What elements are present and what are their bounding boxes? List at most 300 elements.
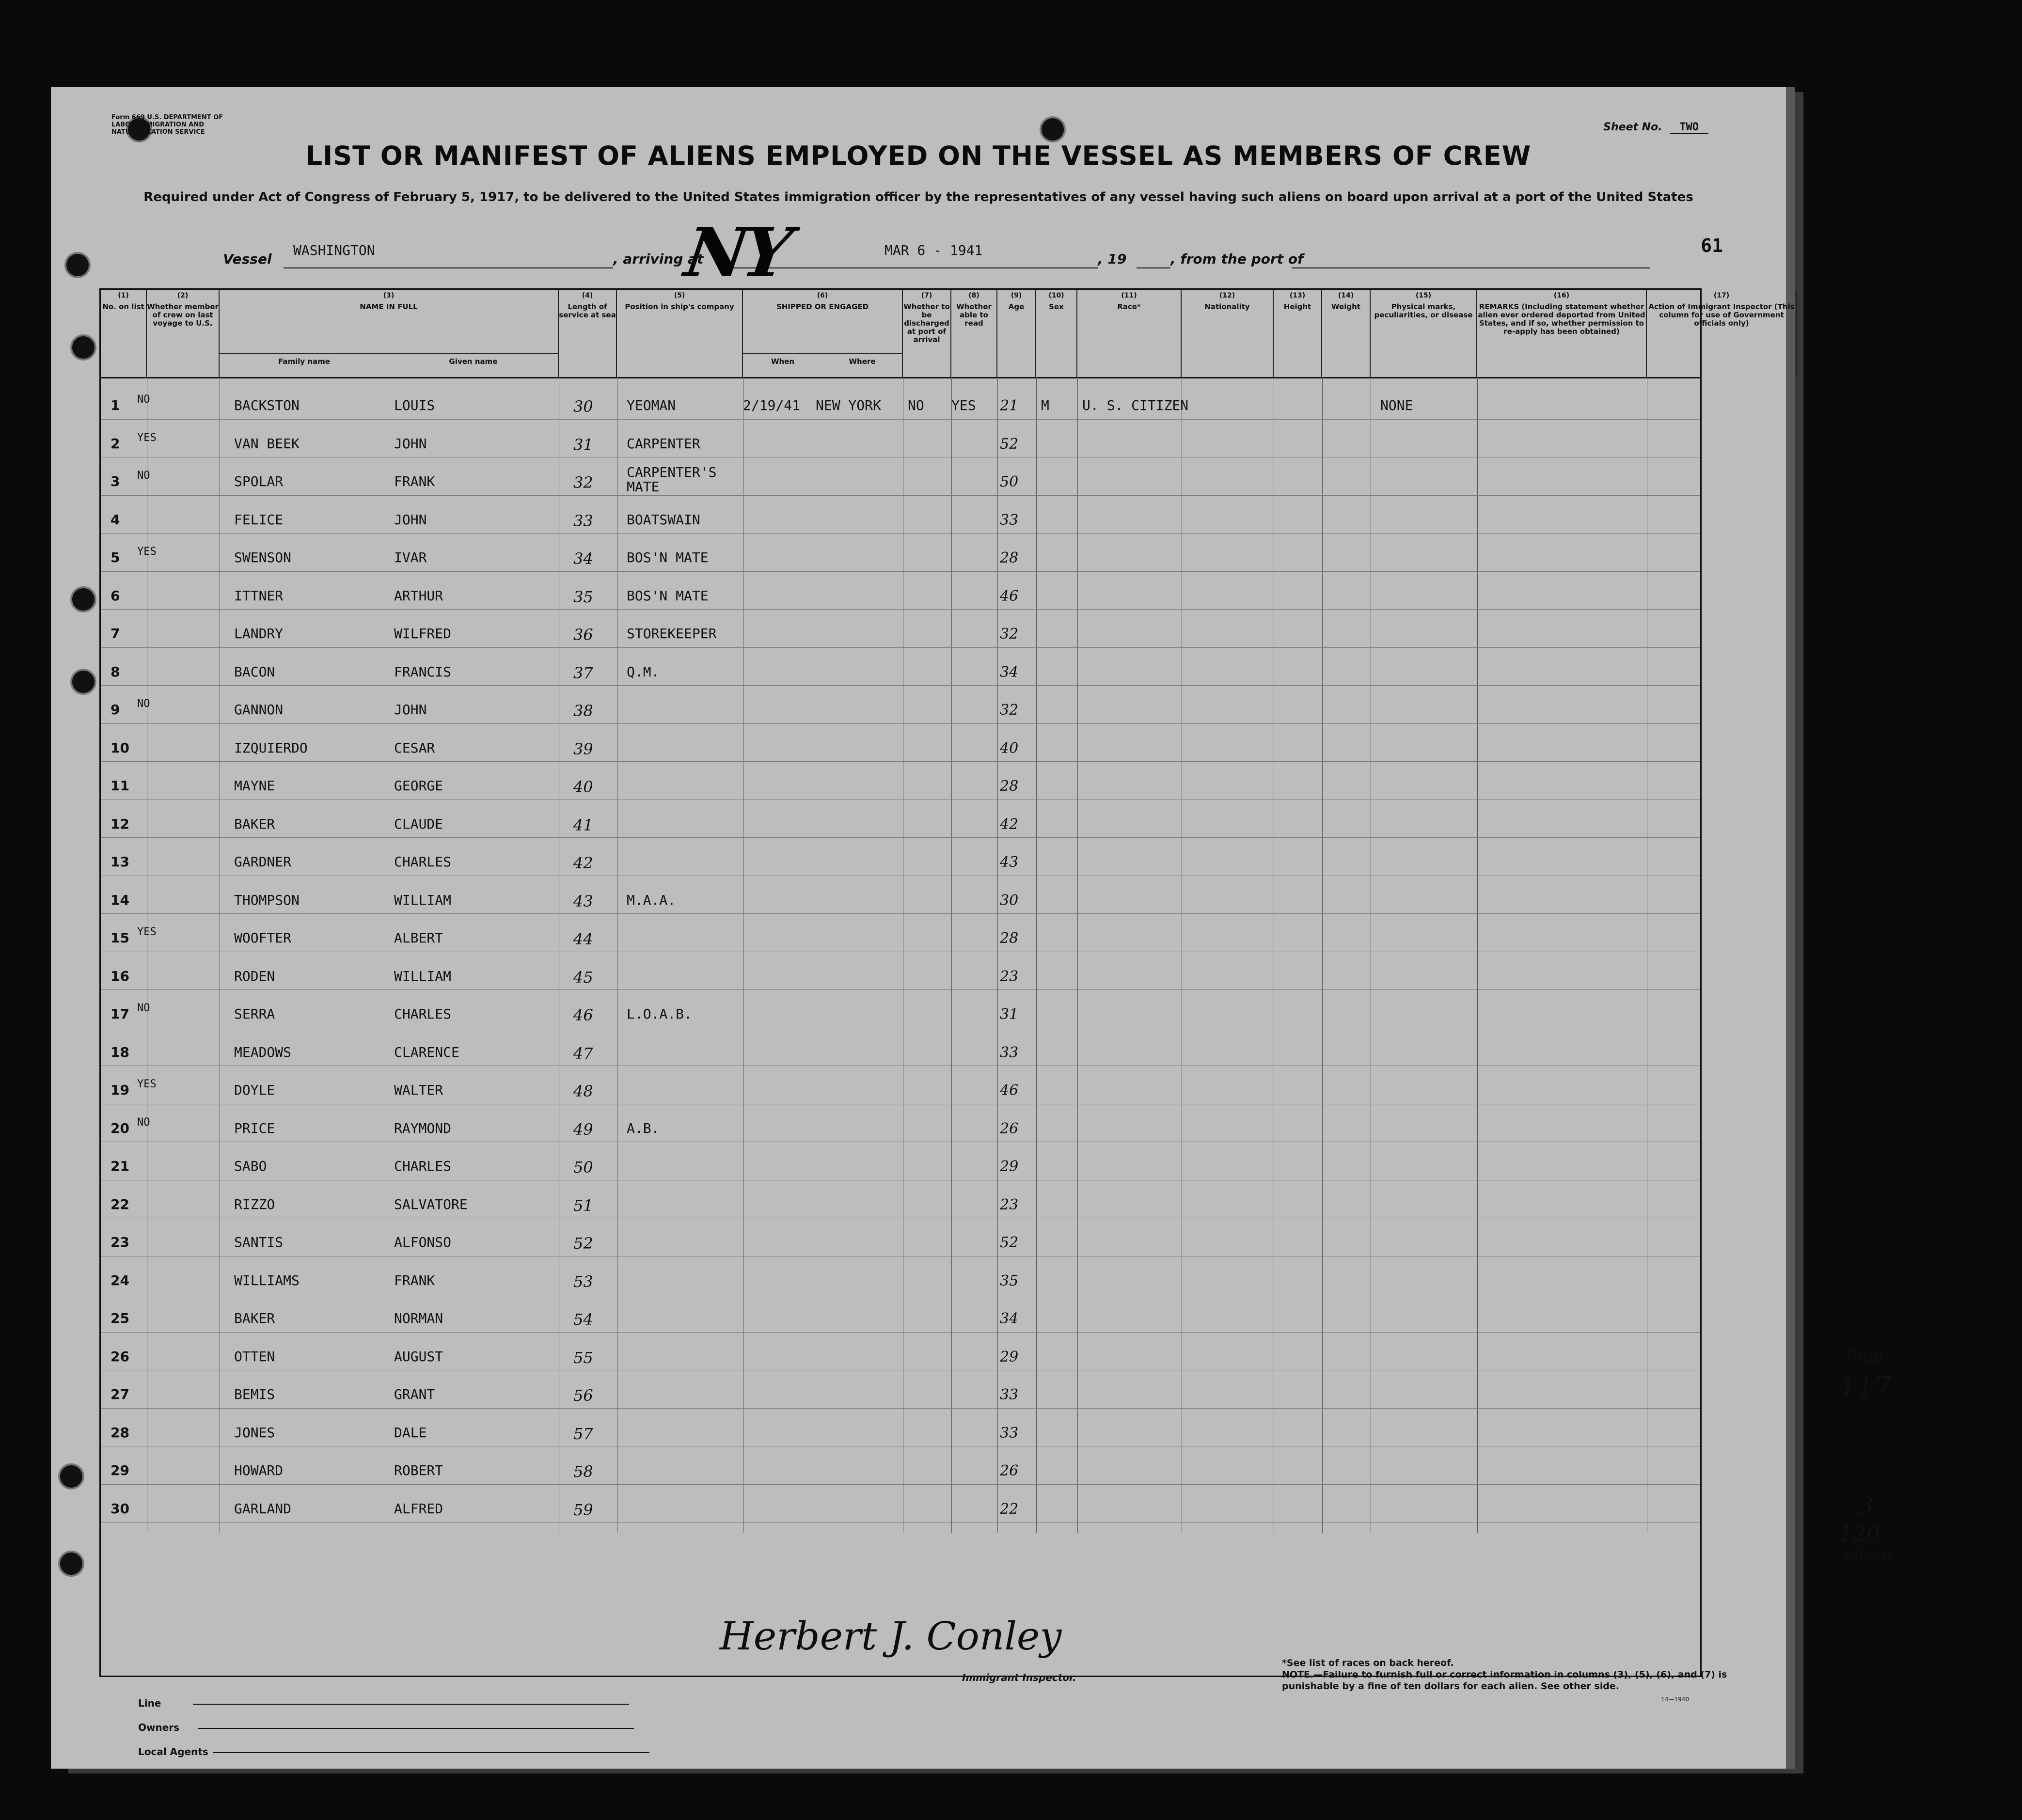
cell-prev: YES (137, 1078, 157, 1090)
cell-n: 16 (111, 968, 129, 984)
cell-svc: 56 (573, 1386, 593, 1405)
table-row (101, 685, 1700, 686)
cell-sex: M (1041, 397, 1049, 413)
column-header (147, 290, 220, 377)
cell-svc: 44 (573, 930, 593, 948)
cell-n: 15 (111, 930, 129, 946)
cell-age: 29 (1000, 1348, 1019, 1365)
line-underline (193, 1704, 629, 1705)
column-divider (1322, 377, 1323, 1533)
cell-marks: NONE (1380, 397, 1413, 413)
column-header (617, 290, 743, 377)
arrival-date: MAR 6 - 1941 (885, 242, 983, 258)
cell-n: 29 (111, 1462, 129, 1478)
column-header (743, 290, 903, 377)
cell-n: 18 (111, 1044, 129, 1060)
table-row (101, 609, 1700, 610)
margin-mark-3: 3 (1859, 1492, 1874, 1520)
cell-family: GARDNER (234, 854, 292, 870)
column-header (1647, 290, 1797, 377)
cell-family: SWENSON (234, 549, 292, 565)
cell-svc: 31 (573, 435, 593, 454)
cell-family: SERRA (234, 1006, 275, 1022)
vessel-name: WASHINGTON (293, 242, 375, 258)
cell-n: 12 (111, 816, 129, 832)
column-header (1182, 290, 1274, 377)
cell-prev: NO (137, 1116, 150, 1129)
cell-given: IVAR (394, 549, 427, 565)
line-field (138, 1691, 649, 1715)
cell-where: NEW YORK (816, 397, 881, 413)
cell-svc: 33 (573, 511, 593, 530)
cell-family: DOYLE (234, 1082, 275, 1098)
cell-svc: 39 (573, 739, 593, 758)
margin-alien-note: (alien) (1844, 1546, 1892, 1563)
cell-family: THOMPSON (234, 892, 300, 908)
column-sublabel: Given name (449, 357, 498, 366)
column-number: (11) (1121, 292, 1137, 299)
cell-given: LOUIS (394, 397, 435, 413)
cell-given: WALTER (394, 1082, 443, 1098)
sheet-number-value: TWO (1670, 121, 1708, 134)
cell-pos: L.O.A.B. (627, 1006, 692, 1022)
cell-given: ALFRED (394, 1500, 443, 1517)
column-header (997, 290, 1036, 377)
cell-pos: Q.M. (627, 663, 660, 680)
cell-svc: 32 (573, 473, 593, 492)
cell-given: FRANCIS (394, 663, 452, 680)
column-sublabel: Where (849, 357, 876, 366)
column-number: (1) (118, 292, 129, 299)
penalty-note: NOTE.—Failure to furnish full or correct information in columns (3), (5), (6), and (7) is punishable by a fine of ten dollars for each alien. See other side. (1282, 1669, 1727, 1692)
cell-age: 33 (1000, 1424, 1019, 1442)
binder-hole (58, 1463, 84, 1490)
cell-given: ALFONSO (394, 1234, 452, 1250)
cell-n: 23 (111, 1234, 129, 1250)
cell-svc: 40 (573, 778, 593, 796)
cell-svc: 37 (573, 663, 593, 682)
column-label: Height (1283, 302, 1311, 311)
cell-n: 13 (111, 854, 129, 870)
cell-given: WILFRED (394, 626, 452, 642)
cell-svc: 47 (573, 1044, 593, 1063)
cell-svc: 57 (573, 1424, 593, 1443)
cell-family: BACKSTON (234, 397, 300, 413)
table-row (101, 837, 1700, 838)
cell-given: RAYMOND (394, 1120, 452, 1136)
cell-svc: 30 (573, 397, 593, 416)
cell-svc: 34 (573, 549, 593, 568)
cell-prev: YES (137, 546, 157, 558)
column-number: (17) (1713, 292, 1730, 299)
table-row (101, 1484, 1700, 1485)
cell-given: ARTHUR (394, 587, 443, 604)
cell-family: MAYNE (234, 778, 275, 794)
cell-given: ROBERT (394, 1462, 443, 1478)
cell-age: 46 (1000, 587, 1019, 605)
column-label: NAME IN FULL (360, 302, 418, 311)
year-label: , 19 (1098, 251, 1127, 267)
table-row (101, 647, 1700, 648)
margin-total-value: 117 (1839, 1371, 1891, 1403)
cell-given: WILLIAM (394, 968, 452, 984)
cell-age: 40 (1000, 739, 1019, 757)
cell-given: JOHN (394, 702, 427, 718)
cell-svc: 46 (573, 1006, 593, 1024)
cell-given: JOHN (394, 435, 427, 452)
cell-age: 21 (1000, 397, 1019, 414)
cell-family: SPOLAR (234, 473, 284, 489)
vessel-line (51, 233, 1786, 271)
table-row (101, 913, 1700, 914)
cell-n: 3 (111, 473, 120, 489)
binder-hole (58, 1551, 84, 1577)
sheet-number (1599, 121, 1708, 133)
races-note: *See list of races on back hereof. (1282, 1658, 1454, 1668)
cell-age: 23 (1000, 968, 1019, 985)
owners-field (138, 1715, 649, 1740)
cell-n: 7 (111, 626, 120, 642)
cell-given: CHARLES (394, 1158, 452, 1174)
cell-when: 2/19/41 (743, 397, 801, 413)
cell-age: 22 (1000, 1500, 1019, 1518)
column-label: No. on list (102, 302, 144, 311)
column-header (559, 290, 617, 377)
cell-age: 46 (1000, 1082, 1019, 1099)
page-title: LIST OR MANIFEST OF ALIENS EMPLOYED ON THE VESSEL AS MEMBERS OF CREW (305, 141, 1532, 171)
cell-family: OTTEN (234, 1348, 275, 1365)
arriving-label: , arriving at (613, 251, 704, 267)
column-label: Length of service at sea (559, 302, 616, 319)
cell-n: 8 (111, 663, 120, 680)
cell-age: 26 (1000, 1120, 1019, 1137)
cell-family: GANNON (234, 702, 284, 718)
from-port-label: , from the port of (1170, 251, 1304, 267)
column-number: (14) (1338, 292, 1354, 299)
column-number: (7) (921, 292, 932, 299)
cell-prev: YES (137, 926, 157, 938)
cell-given: CHARLES (394, 854, 452, 870)
cell-given: NORMAN (394, 1310, 443, 1326)
column-header (1036, 290, 1077, 377)
cell-age: 50 (1000, 473, 1019, 490)
column-sublabel: Family name (278, 357, 330, 366)
cell-family: HOWARD (234, 1462, 284, 1478)
cell-n: 1 (111, 397, 120, 413)
cell-n: 10 (111, 739, 129, 756)
column-header (1371, 290, 1477, 377)
column-sublabel: When (771, 357, 795, 366)
vessel-underline (284, 267, 613, 268)
cell-n: 5 (111, 549, 120, 565)
cell-age: 43 (1000, 854, 1019, 871)
cell-n: 22 (111, 1196, 129, 1212)
column-label: Whether able to read (956, 302, 992, 328)
cell-svc: 51 (573, 1196, 593, 1215)
cell-family: SANTIS (234, 1234, 284, 1250)
binder-hole (70, 669, 96, 695)
cell-n: 4 (111, 511, 120, 528)
cell-family: GARLAND (234, 1500, 292, 1517)
cell-svc: 58 (573, 1462, 593, 1481)
cell-given: SALVATORE (394, 1196, 468, 1212)
column-number: (5) (674, 292, 685, 299)
table-row (101, 989, 1700, 990)
column-label: Age (1008, 302, 1025, 311)
cell-disch: NO (908, 397, 924, 413)
cell-family: LANDRY (234, 626, 284, 642)
cell-age: 26 (1000, 1462, 1019, 1479)
cell-family: BEMIS (234, 1386, 275, 1402)
binder-hole (70, 334, 96, 361)
column-label: Physical marks, peculiarities, or disease (1374, 302, 1473, 319)
cell-family: BAKER (234, 816, 275, 832)
cell-age: 34 (1000, 663, 1019, 681)
cell-given: CESAR (394, 739, 435, 756)
cell-age: 42 (1000, 816, 1019, 833)
column-number: (13) (1289, 292, 1306, 299)
cell-n: 14 (111, 892, 129, 908)
cell-pos: A.B. (627, 1120, 660, 1136)
cell-prev: NO (137, 393, 150, 406)
cell-svc: 43 (573, 892, 593, 910)
cell-family: VAN BEEK (234, 435, 300, 452)
line-label: Line (138, 1697, 161, 1709)
table-row (101, 419, 1700, 420)
cell-given: FRANK (394, 1272, 435, 1288)
margin-total-label: Total (1844, 1347, 1883, 1365)
manifest-sheet (51, 87, 1892, 1769)
binder-hole (1040, 116, 1066, 142)
column-header (1322, 290, 1371, 377)
sheet-number-label: Sheet No. (1603, 121, 1662, 133)
cell-prev: NO (137, 698, 150, 710)
header-rule (101, 377, 1700, 378)
cell-svc: 36 (573, 626, 593, 644)
cell-svc: 41 (573, 816, 593, 834)
cell-pos: STOREKEEPER (627, 626, 717, 642)
cell-pos: CARPENTER (627, 435, 700, 452)
cell-n: 9 (111, 702, 120, 718)
form-code: 14—1940 (1661, 1696, 1689, 1703)
cell-family: RIZZO (234, 1196, 275, 1212)
cell-family: JONES (234, 1424, 275, 1441)
column-label: Position in ship's company (625, 302, 734, 311)
page-subtitle: Required under Act of Congress of February 5, 1917, to be delivered to the United States immigration officer by the representatives of any vessel having such aliens on board upon arrival at a port of the United States (143, 190, 1693, 204)
binder-hole (70, 586, 96, 612)
cell-n: 26 (111, 1348, 129, 1365)
cell-pos: YEOMAN (627, 397, 676, 413)
vessel-label: Vessel (223, 251, 272, 267)
cell-svc: 45 (573, 968, 593, 987)
cell-given: ALBERT (394, 930, 443, 946)
cell-prev: YES (137, 431, 157, 444)
cell-given: FRANK (394, 473, 435, 489)
cell-age: 32 (1000, 702, 1019, 719)
column-label: Weight (1331, 302, 1360, 311)
cell-n: 11 (111, 778, 129, 794)
cell-given: GEORGE (394, 778, 443, 794)
cell-svc: 54 (573, 1310, 593, 1329)
column-number: (15) (1415, 292, 1432, 299)
column-number: (10) (1048, 292, 1064, 299)
cell-svc: 48 (573, 1082, 593, 1100)
footnote (1282, 1657, 1767, 1692)
column-label: Race* (1117, 302, 1141, 311)
cell-age: 23 (1000, 1196, 1019, 1213)
cell-svc: 50 (573, 1158, 593, 1177)
column-header (1274, 290, 1322, 377)
cell-n: 20 (111, 1120, 129, 1136)
column-number: (16) (1553, 292, 1570, 299)
cell-n: 17 (111, 1006, 129, 1022)
column-number: (2) (177, 292, 189, 299)
column-number: (6) (817, 292, 828, 299)
column-header (220, 290, 559, 377)
cell-n: 27 (111, 1386, 129, 1402)
cell-n: 19 (111, 1082, 129, 1098)
cell-svc: 55 (573, 1348, 593, 1367)
manifest-table (99, 288, 1795, 1677)
cell-family: WOOFTER (234, 930, 292, 946)
cell-n: 6 (111, 587, 120, 604)
cell-read: YES (951, 397, 976, 413)
cell-age: 35 (1000, 1272, 1019, 1289)
cell-given: GRANT (394, 1386, 435, 1402)
cell-prev: NO (137, 1002, 150, 1014)
cell-age: 28 (1000, 930, 1019, 947)
cell-age: 33 (1000, 1044, 1019, 1061)
cell-family: FELICE (234, 511, 284, 528)
cell-age: 30 (1000, 892, 1019, 909)
cell-svc: 59 (573, 1500, 593, 1519)
cell-svc: 52 (573, 1234, 593, 1253)
cell-given: CLAUDE (394, 816, 443, 832)
table-row (101, 1408, 1700, 1409)
cell-svc: 42 (573, 854, 593, 872)
date-underline (865, 267, 1098, 268)
cell-age: 52 (1000, 435, 1019, 453)
column-label: SHIPPED OR ENGAGED (776, 302, 869, 311)
cell-given: AUGUST (394, 1348, 443, 1365)
from-port-underline (1292, 267, 1650, 268)
column-header (101, 290, 147, 377)
form-tag: Form 669 U.S. DEPARTMENT OF LABOR IMMIGRATION AND NATURALIZATION SERVICE (111, 114, 223, 136)
cell-given: CHARLES (394, 1006, 452, 1022)
agents-field (138, 1740, 649, 1764)
cell-given: JOHN (394, 511, 427, 528)
cell-age: 28 (1000, 549, 1019, 566)
column-label: Whether to be discharged at port of arrival (903, 302, 950, 344)
agents-label: Local Agents (138, 1746, 208, 1757)
column-divider (1477, 377, 1478, 1533)
column-divider (997, 377, 998, 1533)
signature-caption: Immigrant Inspector. (962, 1672, 1076, 1683)
cell-family: WILLIAMS (234, 1272, 300, 1288)
cell-pos: BOATSWAIN (627, 511, 700, 528)
cell-n: 30 (111, 1500, 129, 1517)
cell-family: MEADOWS (234, 1044, 292, 1060)
cell-pos: BOS'N MATE (627, 549, 709, 565)
table-row (101, 571, 1700, 572)
column-number: (8) (968, 292, 979, 299)
column-number: (3) (383, 292, 395, 299)
owners-underline (198, 1728, 634, 1729)
column-label: Nationality (1204, 302, 1250, 311)
column-divider (1036, 377, 1037, 1533)
page-number: 61 (1701, 235, 1723, 256)
cell-pos: CARPENTER'S MATE (627, 464, 717, 495)
footer-fields (138, 1691, 649, 1764)
cell-age: 34 (1000, 1310, 1019, 1327)
cell-family: BACON (234, 663, 275, 680)
cell-svc: 38 (573, 702, 593, 720)
cell-prev: NO (137, 470, 150, 482)
year-underline (1137, 267, 1170, 268)
cell-age: 52 (1000, 1234, 1019, 1251)
column-label: REMARKS (Including statement whether alien ever ordered deported from United States, and if so, whether permission to re-apply has been obtained) (1478, 302, 1645, 336)
cell-family: IZQUIERDO (234, 739, 308, 756)
cell-svc: 35 (573, 587, 593, 606)
column-header (951, 290, 997, 377)
cell-family: SABO (234, 1158, 267, 1174)
cell-pos: BOS'N MATE (627, 587, 709, 604)
table-row (101, 723, 1700, 724)
column-number: (4) (582, 292, 593, 299)
cell-n: 2 (111, 435, 120, 452)
table-row (101, 495, 1700, 496)
table-row (101, 761, 1700, 762)
column-label: Whether member of crew on last voyage to U.S. (147, 302, 219, 328)
cell-n: 25 (111, 1310, 129, 1326)
cell-svc: 49 (573, 1120, 593, 1139)
column-header (1477, 290, 1647, 377)
cell-svc: 53 (573, 1272, 593, 1291)
cell-family: ITTNER (234, 587, 284, 604)
cell-family: BAKER (234, 1310, 275, 1326)
cell-age: 33 (1000, 511, 1019, 529)
column-header (1077, 290, 1182, 377)
cell-nat: U. S. CITIZEN (1082, 397, 1189, 413)
arrival-port-handwritten: NY (680, 213, 792, 293)
cell-n: 28 (111, 1424, 129, 1441)
agents-underline (213, 1752, 649, 1753)
cell-given: WILLIAM (394, 892, 452, 908)
cell-age: 31 (1000, 1006, 1019, 1023)
column-divider (951, 377, 952, 1533)
column-label: Action of Immigrant Inspector (This column for use of Government officials only) (1648, 302, 1795, 328)
inspector-signature: Herbert J. Conley (720, 1614, 1062, 1659)
cell-given: DALE (394, 1424, 427, 1441)
cell-family: RODEN (234, 968, 275, 984)
cell-age: 32 (1000, 626, 1019, 643)
column-number: (9) (1011, 292, 1022, 299)
cell-age: 28 (1000, 778, 1019, 795)
cell-n: 21 (111, 1158, 129, 1174)
table-row (101, 1332, 1700, 1333)
cell-pos: M.A.A. (627, 892, 676, 908)
column-header (903, 290, 951, 377)
cell-age: 29 (1000, 1158, 1019, 1175)
cell-family: PRICE (234, 1120, 275, 1136)
margin-mark-120: 120 (1839, 1522, 1880, 1546)
column-divider (1077, 377, 1078, 1533)
cell-n: 24 (111, 1272, 129, 1288)
owners-label: Owners (138, 1722, 180, 1733)
column-label: Sex (1049, 302, 1064, 311)
cell-age: 33 (1000, 1386, 1019, 1403)
cell-given: CLARENCE (394, 1044, 459, 1060)
